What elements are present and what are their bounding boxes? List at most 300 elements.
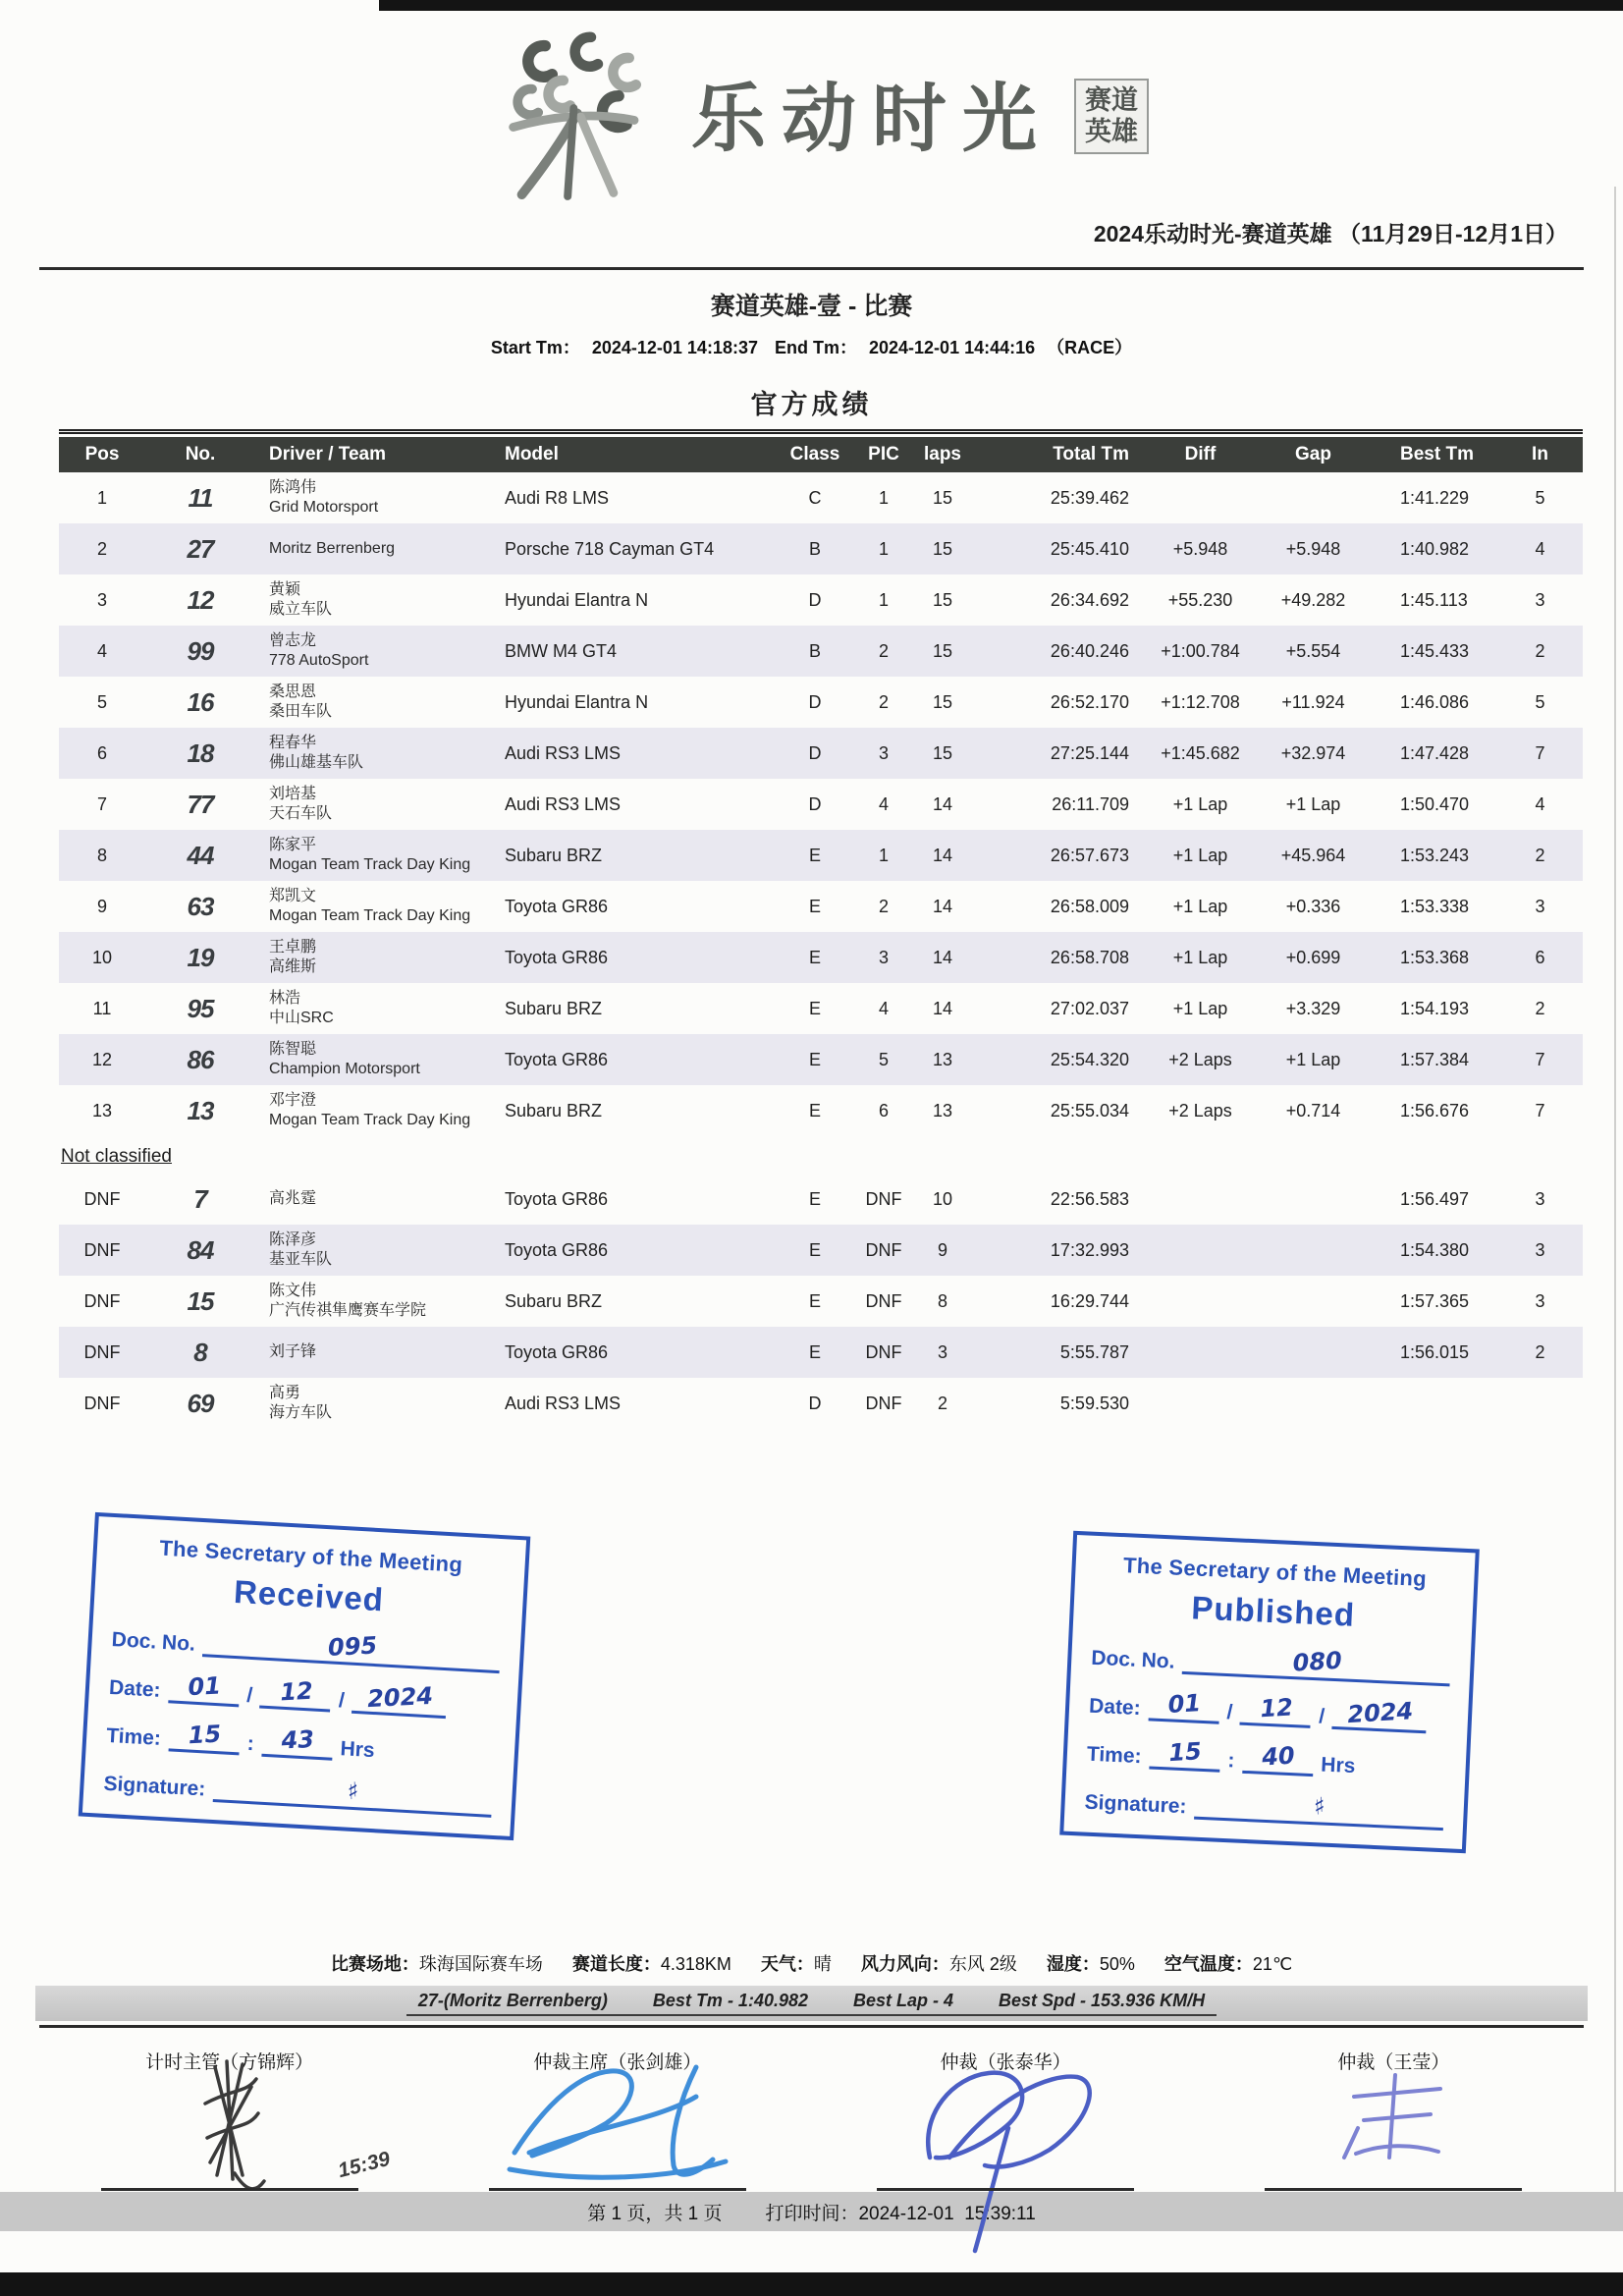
- cell-car-number: 13: [187, 1095, 214, 1125]
- table-row: [59, 626, 1583, 677]
- cell-model: Subaru BRZ: [505, 1290, 603, 1311]
- cell-position: DNF: [83, 1239, 121, 1260]
- cell-laps: 14: [932, 845, 953, 865]
- header-best-tm: Best Tm: [1400, 444, 1474, 465]
- time-min: 40: [1261, 1741, 1296, 1772]
- cell-model: Toyota GR86: [505, 947, 609, 967]
- cell-best-time: 1:46.086: [1400, 691, 1470, 712]
- cell-best-lap-no: 5: [1535, 487, 1545, 508]
- cell-gap: +1 Lap: [1285, 793, 1341, 814]
- cell-class: E: [808, 845, 821, 865]
- team-name: Mogan Team Track Day King: [269, 1112, 471, 1128]
- driver-name: 高兆霆: [269, 1190, 317, 1207]
- cell-car-number: 84: [187, 1234, 214, 1265]
- cell-best-time: 1:53.338: [1400, 896, 1470, 916]
- cell-pic: 1: [878, 538, 889, 559]
- cell-model: Audi RS3 LMS: [505, 742, 622, 763]
- cell-car-number: 77: [187, 789, 214, 819]
- cell-diff: +1:45.682: [1161, 742, 1240, 763]
- cell-best-lap-no: 4: [1535, 793, 1545, 814]
- not-classified-rows: [59, 1174, 1583, 1429]
- cell-driver-team: [255, 1282, 491, 1321]
- hrs-label: Hrs: [1320, 1753, 1356, 1778]
- cell-laps: 3: [937, 1341, 947, 1362]
- cell-pic: 3: [878, 947, 889, 967]
- cell-driver-team: [255, 1384, 491, 1423]
- page-number-info: 第 1 页，共 1 页: [587, 2203, 723, 2224]
- cell-diff: +1 Lap: [1172, 793, 1228, 814]
- cell-pic: 4: [878, 998, 889, 1018]
- stamp-published: [1059, 1531, 1480, 1853]
- best-lap: Best Lap - 4: [853, 1991, 954, 2010]
- cell-gap: +0.336: [1285, 896, 1341, 916]
- official-title: 仲裁主席（张剑雄）: [533, 2052, 702, 2073]
- time-min-line: [261, 1722, 334, 1761]
- race-info-item: 空气温度：21℃: [1163, 1954, 1293, 1974]
- cell-best-time: 1:56.676: [1400, 1100, 1470, 1121]
- table-row: [59, 677, 1583, 728]
- date-day: 01: [1166, 1689, 1202, 1720]
- signature-line: [1194, 1785, 1444, 1831]
- date-month: 12: [1259, 1693, 1294, 1723]
- cell-total-time: 25:39.462: [1050, 487, 1129, 508]
- divider: [39, 2025, 1584, 2028]
- cell-model: Subaru BRZ: [505, 998, 603, 1018]
- cell-driver-team: [255, 734, 491, 773]
- brand-badge-line1: 赛道: [1085, 85, 1138, 116]
- results-title: 官方成绩: [750, 390, 873, 419]
- cell-class: D: [808, 1393, 822, 1413]
- cell-pic: 5: [878, 1049, 889, 1069]
- cell-total-time: 26:40.246: [1050, 640, 1129, 661]
- doc-no-line: [1182, 1640, 1451, 1686]
- cell-car-number: 7: [193, 1183, 207, 1214]
- signature-mark: ♯: [347, 1777, 360, 1806]
- team-name: Grid Motorsport: [269, 499, 379, 516]
- cell-total-time: 27:25.144: [1050, 742, 1129, 763]
- cell-diff: +5.948: [1172, 538, 1228, 559]
- cell-class: D: [808, 793, 822, 814]
- stamp-title: The Secretary of the Meeting: [158, 1535, 463, 1577]
- cell-total-time: 5:55.787: [1059, 1341, 1129, 1362]
- cell-total-time: 25:45.410: [1050, 538, 1129, 559]
- cell-driver-team: [255, 683, 491, 722]
- cell-driver-team: [255, 1342, 491, 1362]
- cell-driver-team: [255, 785, 491, 824]
- cell-model: Audi RS3 LMS: [505, 793, 622, 814]
- cell-best-time: 1:53.368: [1400, 947, 1470, 967]
- best-spd: Best Spd - 153.936 KM/H: [999, 1991, 1206, 2010]
- cell-model: Porsche 718 Cayman GT4: [505, 538, 715, 559]
- cell-car-number: 12: [187, 584, 214, 615]
- cell-total-time: 26:11.709: [1052, 793, 1129, 814]
- signature-line: [101, 2188, 358, 2191]
- race-info-item: 风力风向：东风 2级: [860, 1954, 1017, 1974]
- date-month-line: [1240, 1691, 1313, 1728]
- time-hour: 15: [1167, 1737, 1203, 1768]
- header-diff: Diff: [1184, 444, 1217, 465]
- cell-laps: 14: [932, 793, 953, 814]
- cell-class: B: [808, 538, 821, 559]
- best-lap-banner-text: [406, 1991, 1217, 2016]
- driver-name: 高勇: [269, 1385, 301, 1401]
- cell-car-number: 95: [187, 993, 214, 1023]
- stamp-signature-row: [103, 1762, 493, 1818]
- cell-position: 3: [96, 589, 107, 610]
- cell-gap: +49.282: [1280, 589, 1346, 610]
- cell-pic: 2: [878, 896, 889, 916]
- cell-pic: DNF: [865, 1290, 902, 1311]
- cell-car-number: 99: [187, 635, 214, 666]
- driver-name: 陈鸿伟: [269, 479, 317, 496]
- cell-pic: 1: [878, 589, 889, 610]
- cell-model: Subaru BRZ: [505, 1100, 603, 1121]
- driver-name: Moritz Berrenberg: [269, 540, 396, 557]
- cell-best-lap-no: 2: [1535, 845, 1545, 865]
- time-sep: :: [246, 1731, 255, 1756]
- date-day-line: [168, 1668, 241, 1707]
- brand-header: [0, 22, 1623, 203]
- date-day: 01: [187, 1671, 222, 1702]
- cell-driver-team: [255, 1040, 491, 1079]
- classified-rows: [59, 472, 1583, 1136]
- cell-driver-team: [255, 539, 491, 559]
- table-row: [59, 830, 1583, 881]
- cell-car-number: 16: [187, 686, 214, 717]
- date-sep: /: [1226, 1701, 1233, 1724]
- team-name: 基亚车队: [269, 1251, 333, 1268]
- team-name: 778 AutoSport: [269, 652, 369, 669]
- driver-name: 陈家平: [269, 837, 317, 853]
- signature-zhang-jianxiong: [495, 2059, 740, 2187]
- cell-pic: DNF: [865, 1341, 902, 1362]
- best-lap-entry: 27-(Moritz Berrenberg): [417, 1991, 608, 2010]
- driver-name: 刘子锋: [269, 1343, 317, 1360]
- table-row: [59, 1327, 1583, 1378]
- cell-position: 11: [92, 998, 112, 1018]
- cell-car-number: 63: [187, 891, 214, 921]
- cell-position: DNF: [83, 1341, 121, 1362]
- official-timekeeper: [35, 2048, 423, 2195]
- cell-car-number: 86: [187, 1044, 214, 1074]
- session-times: [0, 334, 1623, 359]
- cell-laps: 10: [932, 1188, 953, 1209]
- table-row: [59, 881, 1583, 932]
- cell-gap: +0.714: [1285, 1100, 1341, 1121]
- not-classified-label: Not classified: [61, 1146, 172, 1167]
- cell-pic: 3: [878, 742, 889, 763]
- header-gap: Gap: [1295, 444, 1331, 465]
- driver-name: 陈智聪: [269, 1041, 317, 1058]
- cell-best-lap-no: 3: [1535, 1239, 1545, 1260]
- cell-model: Audi R8 LMS: [505, 487, 610, 508]
- cell-diff: +1:12.708: [1161, 691, 1240, 712]
- cell-gap: +11.924: [1281, 691, 1345, 712]
- scan-artifact-bottom: [0, 2272, 1623, 2296]
- driver-name: 桑思恩: [269, 683, 317, 700]
- cell-pic: DNF: [865, 1393, 902, 1413]
- cell-gap: +45.964: [1280, 845, 1346, 865]
- driver-name: 邓宇澄: [269, 1092, 317, 1109]
- cell-gap: +5.948: [1285, 538, 1341, 559]
- cell-class: E: [808, 1188, 821, 1209]
- cell-best-time: 1:56.015: [1400, 1341, 1470, 1362]
- cell-class: E: [808, 1290, 821, 1311]
- time-hour-line: [1149, 1735, 1221, 1773]
- team-name: 威立车队: [269, 601, 333, 618]
- date-sep: /: [245, 1683, 253, 1708]
- print-time: 打印时间：2024-12-01 15:39:11: [765, 2203, 1036, 2224]
- cell-gap: +32.974: [1280, 742, 1346, 763]
- brand-badge-line2: 英雄: [1085, 116, 1138, 146]
- cell-class: E: [808, 947, 821, 967]
- cell-pic: 1: [878, 487, 889, 508]
- header-laps: laps: [923, 444, 962, 465]
- official-title: 仲裁（王莹）: [1337, 2052, 1450, 2073]
- cell-class: E: [808, 896, 821, 916]
- cell-laps: 15: [932, 691, 953, 712]
- print-footer: [0, 2192, 1623, 2231]
- cell-laps: 15: [932, 742, 953, 763]
- cell-car-number: 19: [187, 942, 214, 972]
- cell-best-time: 1:45.113: [1400, 589, 1468, 610]
- cell-position: 12: [91, 1049, 113, 1069]
- table-row: [59, 523, 1583, 574]
- time-label: Time:: [105, 1723, 162, 1750]
- signature-fang-jinhui: [156, 2059, 303, 2182]
- table-header-row: [59, 437, 1583, 472]
- cell-laps: 14: [932, 896, 953, 916]
- cell-best-time: 1:45.433: [1400, 640, 1470, 661]
- cell-car-number: 11: [188, 482, 213, 513]
- divider: [39, 267, 1584, 270]
- cell-laps: 15: [932, 640, 953, 661]
- cell-driver-team: [255, 478, 491, 518]
- doc-no-label: Doc. No.: [111, 1628, 196, 1656]
- event-header: 2024乐动时光-赛道英雄 （11月29日-12月1日）: [1093, 221, 1568, 246]
- cell-total-time: 25:55.034: [1050, 1100, 1129, 1121]
- start-time-value: 2024-12-01 14:18:37: [591, 338, 758, 357]
- cell-diff: +2 Laps: [1168, 1100, 1232, 1121]
- cell-diff: +1 Lap: [1172, 947, 1228, 967]
- cell-gap: +5.554: [1285, 640, 1341, 661]
- date-month: 12: [279, 1676, 314, 1707]
- cell-driver-team: [255, 887, 491, 926]
- signature-label: Signature:: [102, 1772, 206, 1801]
- team-name: 佛山雄基车队: [269, 754, 364, 771]
- cell-car-number: 44: [187, 840, 214, 870]
- cell-model: Toyota GR86: [505, 1049, 609, 1069]
- cell-laps: 8: [937, 1290, 947, 1311]
- cell-car-number: 69: [187, 1388, 214, 1418]
- signature-line: [489, 2188, 746, 2191]
- table-row: [59, 728, 1583, 779]
- team-name: 天石车队: [269, 805, 333, 822]
- doc-no-line: [202, 1622, 501, 1673]
- official-steward-1: [812, 2048, 1200, 2195]
- cell-class: E: [808, 1239, 821, 1260]
- brand-logo-icon: [474, 22, 685, 203]
- header-driver: Driver / Team: [269, 444, 386, 465]
- end-time-label: End Tm：: [775, 338, 857, 357]
- cell-best-lap-no: 5: [1535, 691, 1545, 712]
- cell-diff: +1:00.784: [1161, 640, 1240, 661]
- cell-total-time: 26:52.170: [1050, 691, 1129, 712]
- driver-name: 林浩: [269, 990, 301, 1007]
- driver-name: 程春华: [269, 735, 317, 751]
- cell-position: 6: [96, 742, 107, 763]
- driver-name: 黄颖: [269, 581, 301, 598]
- cell-best-time: 1:54.380: [1400, 1239, 1470, 1260]
- cell-model: BMW M4 GT4: [505, 640, 618, 661]
- stamp-signature-row: [1084, 1780, 1444, 1831]
- cell-best-time: 1:47.428: [1400, 742, 1470, 763]
- cell-laps: 14: [932, 998, 953, 1018]
- cell-laps: 13: [932, 1049, 953, 1069]
- race-info-item: 比赛场地：珠海国际赛车场: [330, 1954, 543, 1974]
- driver-name: 王卓鹏: [269, 939, 317, 956]
- cell-position: 1: [96, 487, 107, 508]
- date-month-line: [259, 1674, 332, 1713]
- cell-model: Audi RS3 LMS: [505, 1393, 622, 1413]
- scan-artifact-top: [379, 0, 1623, 11]
- cell-best-time: 1:53.243: [1400, 845, 1470, 865]
- header-model: Model: [505, 444, 559, 465]
- cell-diff: +1 Lap: [1172, 896, 1228, 916]
- time-min: 43: [280, 1724, 315, 1755]
- handwritten-time-note: 15:39: [335, 2147, 393, 2183]
- cell-driver-team: [255, 989, 491, 1028]
- signature-mark: ♯: [1313, 1792, 1326, 1821]
- cell-best-lap-no: 4: [1535, 538, 1545, 559]
- start-time-label: Start Tm：: [490, 338, 580, 357]
- cell-pic: DNF: [865, 1188, 902, 1209]
- driver-name: 陈泽彦: [269, 1231, 317, 1248]
- cell-best-time: 1:57.365: [1400, 1290, 1470, 1311]
- date-year: 2024: [1346, 1697, 1414, 1729]
- team-name: 海方车队: [269, 1404, 333, 1421]
- stamp-received: [79, 1512, 531, 1840]
- doc-no-value: 095: [326, 1631, 378, 1662]
- cell-total-time: 17:32.993: [1050, 1239, 1129, 1260]
- cell-pic: 1: [878, 845, 889, 865]
- cell-class: B: [808, 640, 821, 661]
- cell-driver-team: [255, 1230, 491, 1270]
- signature-zhang-taihua: [893, 2059, 1118, 2177]
- official-steward-2: [1200, 2048, 1588, 2195]
- table-row: [59, 472, 1583, 523]
- cell-model: Toyota GR86: [505, 1188, 609, 1209]
- brand-title: 乐动时光: [691, 75, 1053, 162]
- time-label: Time:: [1086, 1742, 1143, 1769]
- stamp-time-row: [1086, 1732, 1446, 1783]
- cell-best-lap-no: 7: [1535, 1049, 1545, 1069]
- cell-best-time: 1:41.229: [1400, 487, 1470, 508]
- table-row: [59, 574, 1583, 626]
- cell-position: 7: [96, 793, 107, 814]
- official-title: 仲裁（张泰华）: [940, 2052, 1071, 2073]
- doc-no-value: 080: [1291, 1646, 1343, 1677]
- cell-best-time: 1:56.497: [1400, 1188, 1470, 1209]
- header-in: In: [1532, 444, 1548, 465]
- cell-best-lap-no: 3: [1535, 1188, 1545, 1209]
- signature-line: [1265, 2188, 1522, 2191]
- stamp-title: The Secretary of the Meeting: [1122, 1553, 1428, 1592]
- cell-best-time: 1:50.470: [1400, 793, 1470, 814]
- driver-name: 郑凯文: [269, 888, 317, 904]
- end-time-value: 2024-12-01 14:44:16: [869, 338, 1036, 357]
- cell-laps: 15: [932, 538, 953, 559]
- header-no: No.: [185, 444, 216, 465]
- stamp-doc-row: [111, 1617, 501, 1673]
- team-name: Champion Motorsport: [269, 1061, 420, 1077]
- table-row: [59, 983, 1583, 1034]
- cell-best-lap-no: 3: [1535, 896, 1545, 916]
- cell-total-time: 22:56.583: [1050, 1188, 1129, 1209]
- date-sep: /: [338, 1689, 346, 1713]
- header-pos: Pos: [84, 444, 120, 465]
- cell-driver-team: [255, 1091, 491, 1130]
- driver-name: 曾志龙: [269, 632, 317, 649]
- table-row: [59, 1034, 1583, 1085]
- cell-car-number: 15: [187, 1285, 214, 1316]
- cell-position: 8: [96, 845, 107, 865]
- cell-pic: DNF: [865, 1239, 902, 1260]
- best-tm: Best Tm - 1:40.982: [652, 1991, 808, 2010]
- cell-car-number: 8: [193, 1337, 207, 1367]
- stamp-status: Published: [1190, 1589, 1356, 1633]
- cell-pic: 2: [878, 691, 889, 712]
- cell-class: E: [808, 1341, 821, 1362]
- date-sep: /: [1318, 1705, 1325, 1728]
- cell-best-lap-no: 7: [1535, 742, 1545, 763]
- table-row: [59, 932, 1583, 983]
- cell-class: D: [808, 691, 822, 712]
- stamp-date-row: [1089, 1684, 1449, 1735]
- cell-driver-team: [255, 580, 491, 620]
- cell-gap: +0.699: [1285, 947, 1341, 967]
- official-chief-steward: [423, 2048, 811, 2195]
- time-sep: :: [1226, 1749, 1235, 1773]
- cell-laps: 9: [937, 1239, 947, 1260]
- date-day-line: [1148, 1686, 1220, 1723]
- race-info-line: [0, 1950, 1623, 1976]
- cell-model: Hyundai Elantra N: [505, 691, 649, 712]
- cell-best-time: 1:57.384: [1400, 1049, 1470, 1069]
- cell-best-lap-no: 2: [1535, 1341, 1545, 1362]
- signature-wang-ying: [1325, 2059, 1462, 2172]
- signature-line: [213, 1768, 494, 1818]
- signature-line: [877, 2188, 1134, 2191]
- cell-total-time: 26:58.009: [1050, 896, 1129, 916]
- cell-laps: 15: [932, 589, 953, 610]
- cell-driver-team: [255, 836, 491, 875]
- time-hour: 15: [188, 1720, 222, 1750]
- cell-best-lap-no: 3: [1535, 1290, 1545, 1311]
- team-name: 中山SRC: [269, 1010, 334, 1026]
- cell-position: 5: [96, 691, 107, 712]
- cell-best-lap-no: 3: [1535, 589, 1545, 610]
- cell-position: DNF: [83, 1188, 121, 1209]
- signature-label: Signature:: [1084, 1790, 1187, 1819]
- cell-position: DNF: [83, 1290, 121, 1311]
- date-year-line: [352, 1679, 448, 1719]
- cell-laps: 13: [932, 1100, 953, 1121]
- cell-laps: 14: [932, 947, 953, 967]
- cell-model: Toyota GR86: [505, 1341, 609, 1362]
- table-row: [59, 1378, 1583, 1429]
- cell-position: 2: [96, 538, 107, 559]
